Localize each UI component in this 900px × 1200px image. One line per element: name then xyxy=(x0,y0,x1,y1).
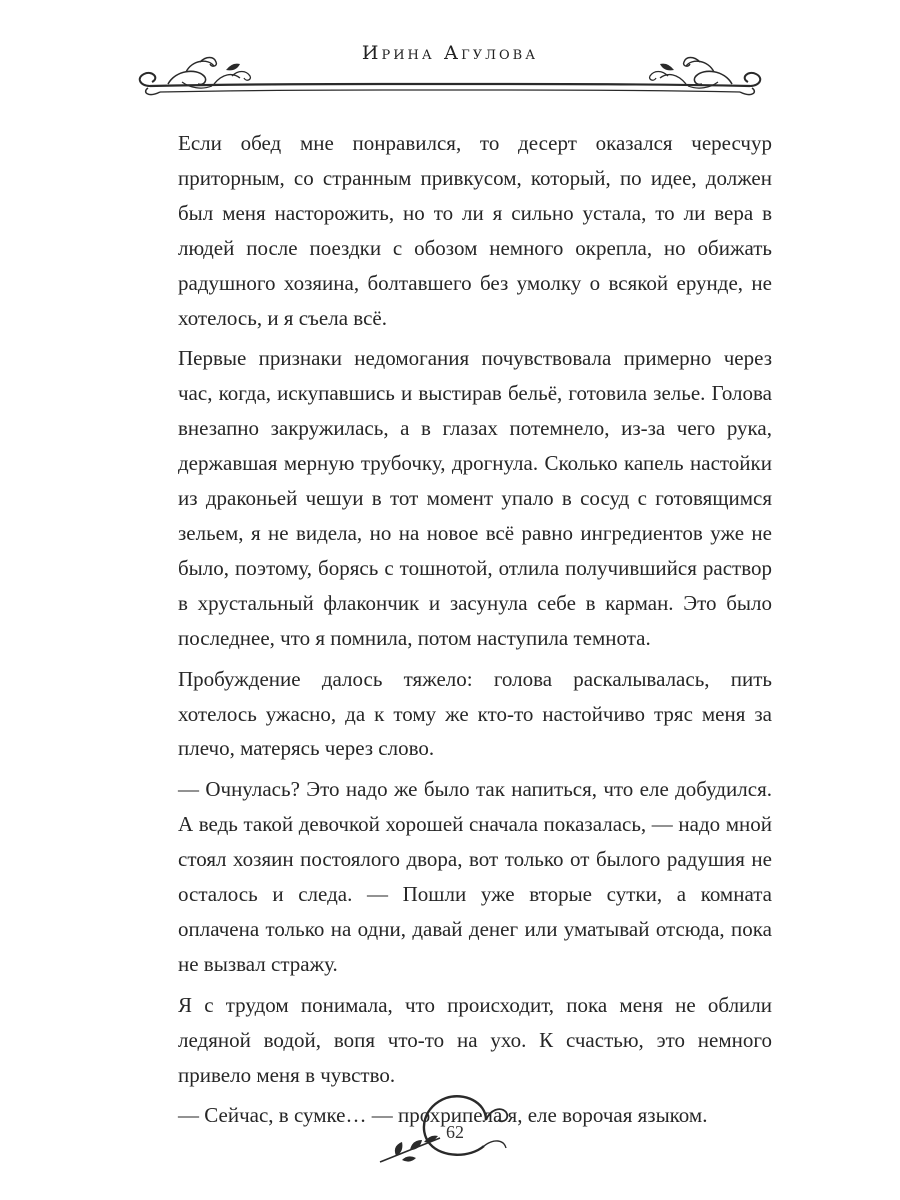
body-text xyxy=(178,126,772,1139)
paragraph: Первые признаки недомогания почувствовала примерно через час, когда, искупавшись и выстирав бельё, готовила зелье. Голова внезапно закружилась, а в глазах потемнело, из-за чего рука, державшая мерную трубочку, дрогнула. Сколько капель настойки из драконьей чешуи в тот момент упало в сосуд с готовящимся зельем, я не видела, но на новое всё равно ингредиентов уже не было, поэтому, борясь с тошнотой, отлила получившийся раствор в хрустальный флакончик и засунула себе в карман. Это было последнее, что я помнила, потом наступила темнота. xyxy=(178,346,772,650)
page-number: 62 xyxy=(446,1122,464,1142)
paragraph: — Очнулась? Это надо же было так напиться, что еле добудился. А ведь такой девочкой хорошей сначала показалась, — надо мной стоял хозяин постоялого двора, вот только от былого радушия не осталось и следа. — Пошли уже вторые сутки, а комната оплачена только на одни, давай денег или уматывай отсюда, пока не вызвал стражу. xyxy=(178,777,772,976)
paragraph: Если обед мне понравился, то десерт оказался чересчур приторным, со странным привкусом, который, по идее, должен был меня насторожить, но то ли я сильно устала, то ли вера в людей после поездки с обозом немного окрепла, но обижать радушного хозяина, болтавшего без умолку о всякой ерунде, не хотелось, и я съела всё. xyxy=(178,131,772,330)
paragraph: Я с трудом понимала, что происходит, пока меня не облили ледяной водой, вопя что-то на ухо. К счастью, это немного привело меня в чувство. xyxy=(178,992,772,1087)
paragraph: Пробуждение далось тяжело: голова раскалывалась, пить хотелось ужасно, да к тому же кто-то настойчиво тряс меня за плечо, матерясь через слово. xyxy=(178,666,772,761)
page-header xyxy=(0,0,900,110)
running-head-author: Ирина Агулова xyxy=(361,42,539,64)
paragraph: — Сейчас, в сумке… — прохрипела я, еле ворочая языком. xyxy=(178,1103,708,1128)
